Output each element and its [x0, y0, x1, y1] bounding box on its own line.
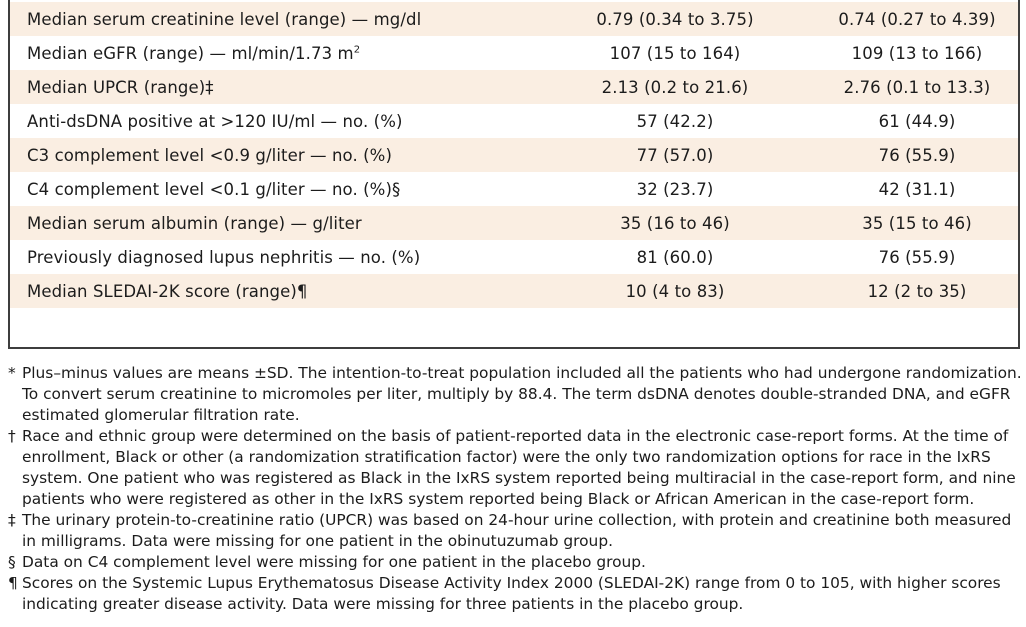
table-row	[10, 138, 1018, 172]
row-label: C3 complement level <0.9 g/liter — no. (%)	[27, 145, 393, 165]
placebo-value: 76 (55.9)	[878, 247, 956, 267]
footnote	[8, 552, 1022, 573]
footnote-text: Plus–minus values are means ±SD. The intention-to-treat population included all the patients who had undergone randomization. To convert serum creatinine to micromoles per liter, multiply by 88.4. The term dsDNA denotes double-stranded DNA, and eGFR estimated glomerular filtration rate.	[22, 364, 1022, 424]
row-label: C4 complement level <0.1 g/liter — no. (%)§	[27, 179, 401, 199]
footnote-marker: ¶	[8, 574, 18, 592]
row-label: Median eGFR (range) — ml/min/1.73 $m^2$	[27, 43, 361, 63]
obinutuzumab-value: 107 (15 to 164)	[609, 43, 741, 63]
row-label: Median SLEDAI-2K score (range)¶	[27, 281, 308, 301]
placebo-value: 35 (15 to 46)	[862, 213, 972, 233]
table-row	[10, 206, 1018, 240]
footnote-text: The urinary protein-to-creatinine ratio (UPCR) was based on 24-hour urine collection, with protein and creatinine both measured in milligrams. Data were missing for one patient in the obinutuzumab group.	[22, 511, 1012, 550]
footnote-marker: *	[8, 364, 16, 382]
obinutuzumab-value: 81 (60.0)	[636, 247, 714, 267]
row-label: Median serum albumin (range) — g/liter	[27, 213, 362, 233]
placebo-value: 109 (13 to 166)	[851, 43, 983, 63]
table-row	[10, 36, 1018, 70]
footnote-text: Data on C4 complement level were missing for one patient in the placebo group.	[22, 553, 646, 571]
footnote-text: Race and ethnic group were determined on the basis of patient-reported data in the electronic case-report forms. At the time of enrollment, Black or other (a randomization stratification factor) were the only two randomization options for race in the IxRS system. One patient who was registered as Black in the IxRS system reported being multiracial in the case-report form, and nine patients who were registered as other in the IxRS system reported being Black or African American in the case-report form.	[22, 427, 1016, 508]
obinutuzumab-value: 0.79 (0.34 to 3.75)	[596, 9, 754, 29]
row-label: Previously diagnosed lupus nephritis — no. (%)	[27, 247, 421, 267]
footnote	[8, 363, 1022, 426]
obinutuzumab-value: 2.13 (0.2 to 21.6)	[601, 77, 749, 97]
row-label: Anti-dsDNA positive at >120 IU/ml — no. (%)	[27, 111, 403, 131]
obinutuzumab-value: 35 (16 to 46)	[620, 213, 730, 233]
placebo-value: 12 (2 to 35)	[867, 281, 967, 301]
obinutuzumab-value: 32 (23.7)	[636, 179, 714, 199]
placebo-value: 42 (31.1)	[878, 179, 956, 199]
placebo-value: 76 (55.9)	[878, 145, 956, 165]
placebo-value: 2.76 (0.1 to 13.3)	[843, 77, 991, 97]
table-row	[10, 240, 1018, 274]
placebo-value: 61 (44.9)	[878, 111, 956, 131]
footnote-marker: ‡	[8, 511, 16, 529]
obinutuzumab-value: 57 (42.2)	[636, 111, 714, 131]
footnote	[8, 573, 1022, 615]
footnote	[8, 426, 1022, 510]
footnote-marker: §	[8, 553, 16, 571]
footnote	[8, 510, 1022, 552]
obinutuzumab-value: 10 (4 to 83)	[625, 281, 725, 301]
table-row	[10, 70, 1018, 104]
footnote-text: Scores on the Systemic Lupus Erythematosus Disease Activity Index 2000 (SLEDAI-2K) range from 0 to 105, with higher scores indicating greater disease activity. Data were missing for three patients in the placebo group.	[22, 574, 1001, 613]
table-row	[10, 172, 1018, 206]
obinutuzumab-value: 77 (57.0)	[636, 145, 714, 165]
footnote-marker: †	[8, 427, 16, 445]
row-label: Median serum creatinine level (range) — mg/dl	[27, 9, 422, 29]
table-row	[10, 104, 1018, 138]
table-row	[10, 274, 1018, 308]
table-row	[10, 2, 1018, 36]
row-label: Median UPCR (range)‡	[27, 77, 214, 97]
placebo-value: 0.74 (0.27 to 4.39)	[838, 9, 996, 29]
baseline-table	[8, 0, 1020, 349]
table-footnotes	[8, 363, 1022, 615]
